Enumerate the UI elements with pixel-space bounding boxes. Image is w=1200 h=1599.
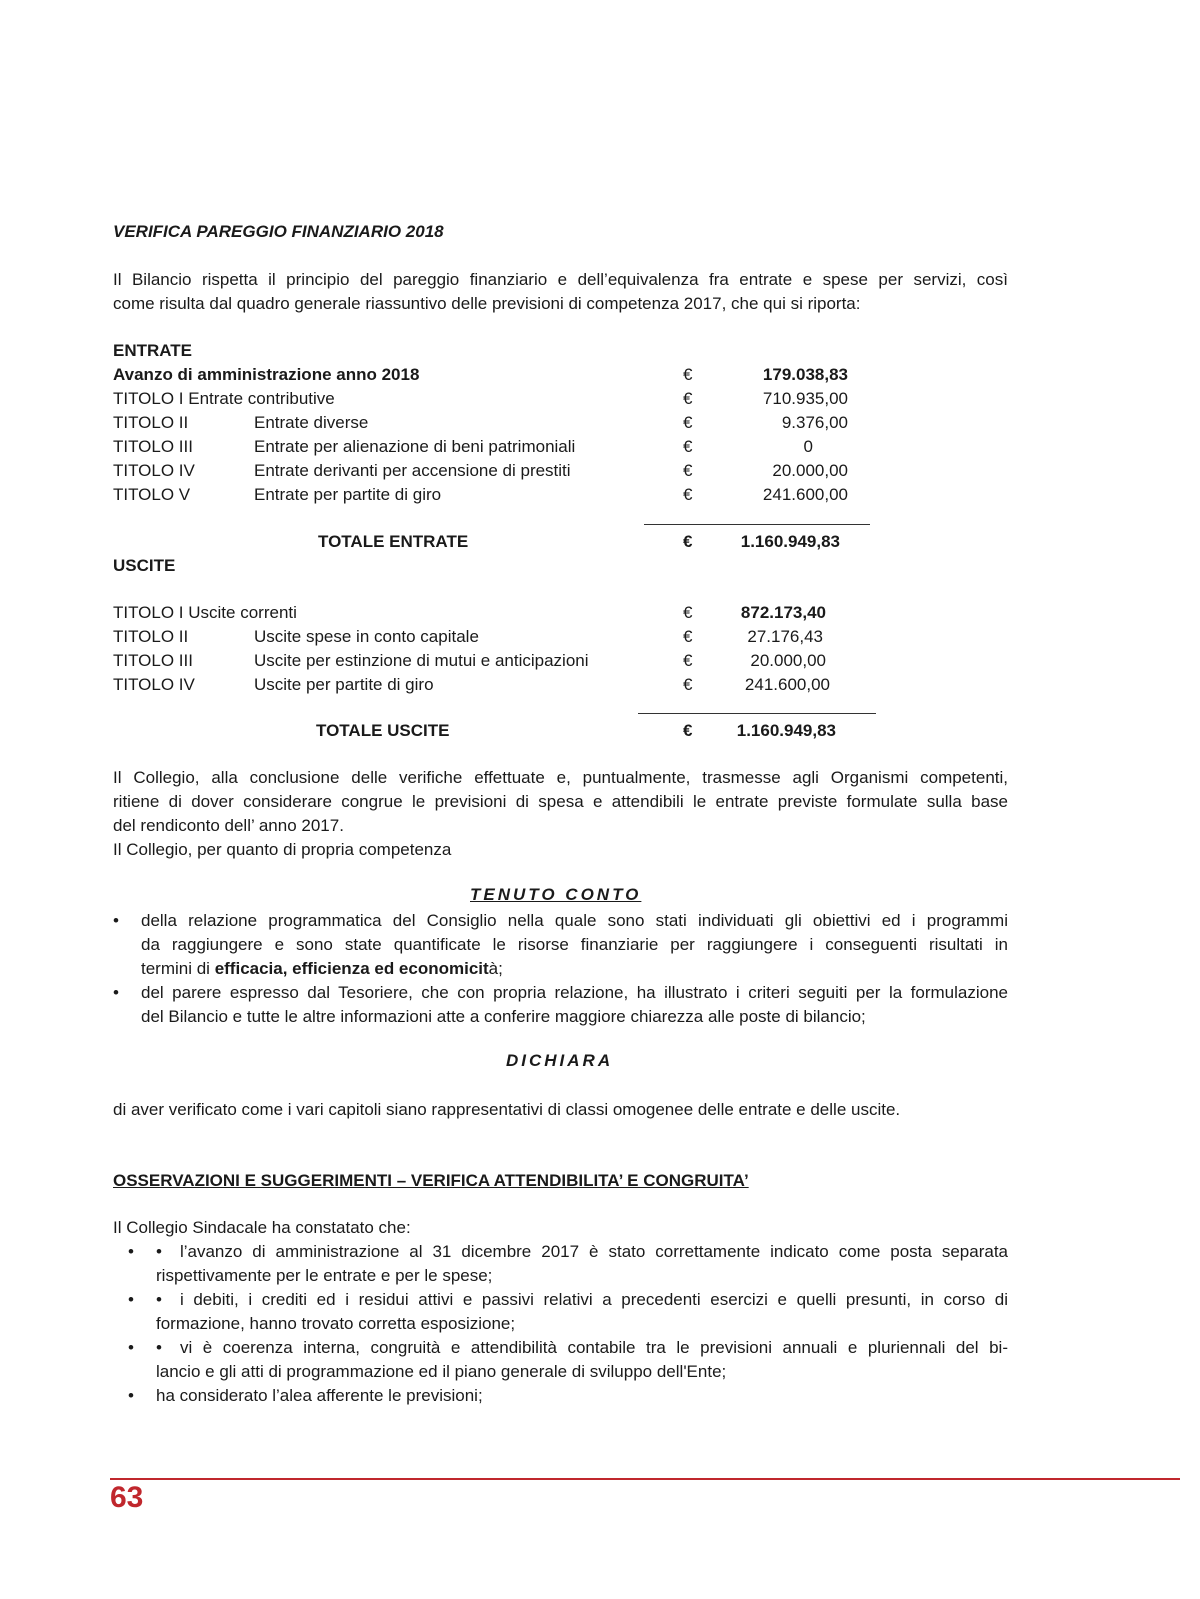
- uscite-row-code: TITOLO II: [113, 627, 189, 646]
- bullet-icon: •: [113, 983, 119, 1002]
- collegio-line-2: ritiene di dover considerare congrue le previsioni di spesa e attendibili le entrate previste formulate sulla base: [113, 792, 1008, 811]
- uscite-row-desc: Uscite per partite di giro: [254, 675, 434, 694]
- collegio-line-4: Il Collegio, per quanto di propria competenza: [113, 840, 452, 859]
- uscite-row: [113, 649, 893, 673]
- entrate-row-desc: Entrate per partite di giro: [254, 485, 442, 504]
- entrate-row-desc: Entrate diverse: [254, 413, 369, 432]
- dichiara-text: di aver verificato come i vari capitoli siano rappresentativi di classi omogenee delle entrate e delle uscite.: [113, 1100, 901, 1119]
- totale-entrate-amount: 1.160.949,83: [740, 532, 840, 551]
- obs-item: [128, 1336, 1008, 1384]
- sub-bullet-icon: •: [156, 1242, 162, 1261]
- entrate-row-desc: Entrate per alienazione di beni patrimoniali: [254, 437, 576, 456]
- obs-item-line: ha considerato l’alea afferente le previsioni;: [156, 1386, 483, 1405]
- entrate-row-code: TITOLO III: [113, 437, 193, 456]
- uscite-row: [113, 625, 893, 649]
- totale-entrate-row: [113, 530, 893, 554]
- entrate-row: [113, 483, 893, 507]
- uscite-row: [113, 673, 893, 697]
- entrate-row-amount: 710.935,00: [762, 389, 848, 408]
- avanzo-label: Avanzo di amministrazione anno 2018: [113, 365, 420, 384]
- uscite-row-desc: Uscite per estinzione di mutui e anticipazioni: [254, 651, 589, 670]
- entrate-row-currency: €: [683, 389, 693, 408]
- obs-item-line: formazione, hanno trovato corretta esposizione;: [156, 1314, 516, 1333]
- entrate-row: [113, 435, 893, 459]
- tenuto-item-line: da raggiungere e sono state quantificate le risorse finanziarie per raggiungere i conseguenti risultati in: [141, 935, 1008, 954]
- avanzo-currency: €: [683, 365, 693, 384]
- entrate-row-currency: €: [683, 437, 693, 456]
- tenuto-item-line: [141, 959, 503, 978]
- collegio-line-1: Il Collegio, alla conclusione delle verifiche effettuate e, puntualmente, trasmesse agli Organismi competenti,: [113, 768, 1008, 787]
- totale-uscite-row: [113, 719, 893, 743]
- section-title-verifica: VERIFICA PAREGGIO FINANZIARIO 2018: [113, 222, 444, 241]
- dichiara-heading: DICHIARA: [506, 1051, 614, 1070]
- entrate-row-code: TITOLO I Entrate contributive: [113, 389, 335, 408]
- uscite-total-separator: [638, 713, 876, 714]
- entrate-title: ENTRATE: [113, 341, 193, 360]
- obs-item-text: i debiti, i crediti ed i residui attivi e passivi relativi a precedenti esercizi e quelli presunti, in corso di: [179, 1290, 1008, 1309]
- bullet-icon: •: [128, 1338, 134, 1357]
- collegio-paragraph: [113, 766, 1008, 862]
- obs-item-line: lancio e gli atti di programmazione ed il piano generale di sviluppo dell'Ente;: [156, 1362, 727, 1381]
- uscite-row-code: TITOLO IV: [113, 675, 195, 694]
- entrate-row-code: TITOLO II: [113, 413, 189, 432]
- uscite-row-amount: 27.176,43: [747, 627, 823, 646]
- obs-item: [128, 1384, 1008, 1408]
- entrate-row: [113, 411, 893, 435]
- bullet-icon: •: [113, 911, 119, 930]
- tenuto-item-bold: efficacia, efficienza ed economicit: [214, 959, 489, 978]
- entrate-row-amount: 9.376,00: [781, 413, 848, 432]
- bullet-icon: •: [128, 1242, 134, 1261]
- uscite-row-amount: 241.600,00: [744, 675, 830, 694]
- uscite-title: USCITE: [113, 556, 176, 575]
- uscite-row-desc: Uscite spese in conto capitale: [254, 627, 479, 646]
- totale-entrate-label: TOTALE ENTRATE: [318, 532, 469, 551]
- entrate-total-separator: [644, 524, 870, 525]
- uscite-row-currency: €: [683, 651, 693, 670]
- bullet-icon: •: [128, 1290, 134, 1309]
- uscite-row-currency: €: [683, 603, 693, 622]
- footer-rule: [110, 1478, 1180, 1480]
- obs-item-text: l’avanzo di amministrazione al 31 dicembre 2017 è stato correttamente indicato come posta separata: [179, 1242, 1008, 1261]
- obs-item-line: [156, 1240, 1008, 1264]
- obs-item-line: [156, 1336, 1008, 1360]
- constatato-text: Il Collegio Sindacale ha constatato che:: [113, 1218, 411, 1237]
- obs-item: [128, 1240, 1008, 1288]
- obs-item: [128, 1288, 1008, 1336]
- entrate-row-currency: €: [683, 461, 693, 480]
- entrate-row-code: TITOLO V: [113, 485, 191, 504]
- totale-uscite-currency: €: [683, 721, 693, 740]
- sub-bullet-icon: •: [156, 1338, 162, 1357]
- uscite-row-amount: 872.173,40: [740, 603, 826, 622]
- totale-uscite-label: TOTALE USCITE: [316, 721, 450, 740]
- tenuto-item-line: del parere espresso dal Tesoriere, che con propria relazione, ha illustrato i criteri seguiti per la formulazione: [141, 983, 1008, 1002]
- tenuto-item: [113, 909, 1008, 981]
- entrate-row-amount: 241.600,00: [762, 485, 848, 504]
- entrate-avanzo-row: [113, 363, 893, 387]
- uscite-row-code: TITOLO I Uscite correnti: [113, 603, 297, 622]
- uscite-row-code: TITOLO III: [113, 651, 193, 670]
- entrate-row-currency: €: [683, 413, 693, 432]
- uscite-row-currency: €: [683, 675, 693, 694]
- intro-line-2: come risulta dal quadro generale riassuntivo delle previsioni di competenza 2017, che qui si riporta:: [113, 294, 861, 313]
- obs-item-line: rispettivamente per le entrate e per le spese;: [156, 1266, 493, 1285]
- intro-line-1: Il Bilancio rispetta il principio del pareggio finanziario e dell’equivalenza fra entrate e spese per servizi, così: [113, 270, 1008, 289]
- intro-paragraph: [113, 268, 1008, 316]
- section-title-osservazioni: OSSERVAZIONI E SUGGERIMENTI – VERIFICA ATTENDIBILITA’ E CONGRUITA’: [113, 1171, 749, 1190]
- tenuto-item-line: del Bilancio e tutte le altre informazioni atte a conferire maggiore chiarezza alle poste di bilancio;: [141, 1007, 866, 1026]
- entrate-row-desc: Entrate derivanti per accensione di prestiti: [254, 461, 571, 480]
- uscite-row-amount: 20.000,00: [750, 651, 826, 670]
- sub-bullet-icon: •: [156, 1290, 162, 1309]
- entrate-row-amount: 20.000,00: [772, 461, 848, 480]
- collegio-line-3: del rendiconto dell’ anno 2017.: [113, 816, 344, 835]
- tenuto-item: [113, 981, 1008, 1029]
- page-number: 63: [110, 1481, 144, 1514]
- bullet-icon: •: [128, 1386, 134, 1405]
- entrate-row: [113, 459, 893, 483]
- entrate-row-amount: 0: [803, 437, 813, 456]
- totale-uscite-amount: 1.160.949,83: [736, 721, 836, 740]
- tenuto-item-line: della relazione programmatica del Consiglio nella quale sono stati individuati gli obiettivi ed i programmi: [141, 911, 1008, 930]
- tenuto-item-prefix: termini di: [141, 959, 215, 978]
- totale-entrate-currency: €: [683, 532, 693, 551]
- entrate-row: [113, 387, 893, 411]
- tenuto-item-suffix: à;: [488, 959, 503, 978]
- entrate-row-currency: €: [683, 485, 693, 504]
- uscite-row: [113, 601, 893, 625]
- uscite-row-currency: €: [683, 627, 693, 646]
- tenuto-conto-heading: TENUTO CONTO: [470, 885, 642, 904]
- obs-item-text: vi è coerenza interna, congruità e attendibilità contabile tra le previsioni annuali e pluriennali del bi-: [179, 1338, 1008, 1357]
- obs-item-line: [156, 1288, 1008, 1312]
- entrate-row-code: TITOLO IV: [113, 461, 195, 480]
- avanzo-amount: 179.038,83: [762, 365, 848, 384]
